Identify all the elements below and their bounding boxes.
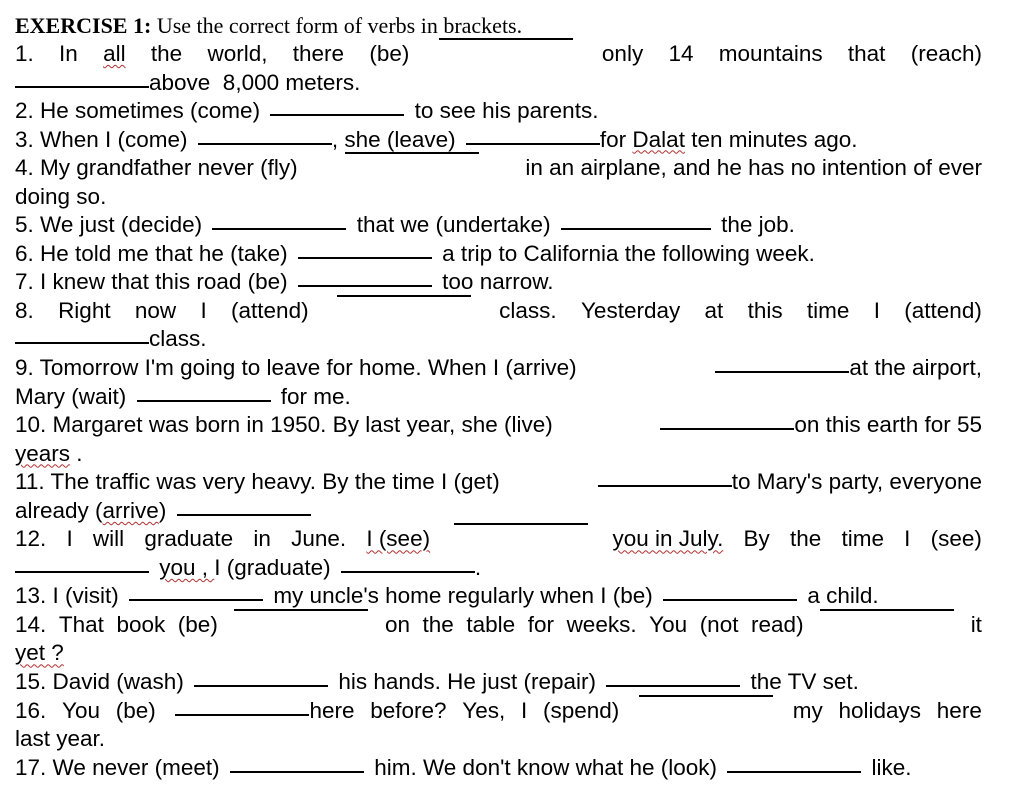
- word: That: [58, 611, 104, 637]
- item-5-line-1: [15, 211, 982, 240]
- answer-blank[interactable]: [606, 685, 740, 687]
- item-12-line-2: [15, 554, 982, 583]
- word: for: [527, 611, 554, 637]
- text-segment: 6. He told me that he (take): [15, 240, 288, 266]
- answer-blank[interactable]: [15, 571, 149, 573]
- word: there: [292, 41, 345, 66]
- word: read): [751, 611, 804, 637]
- verb-prompt: I (graduate): [214, 554, 331, 580]
- answer-blank[interactable]: [230, 771, 364, 773]
- text-segment: him. We don't know what he (look): [374, 754, 717, 780]
- text-segment: 17. We never (meet): [15, 754, 220, 780]
- item-11-line-1: [15, 468, 982, 497]
- answer-blank[interactable]: [439, 38, 573, 40]
- text-segment: last year.: [15, 726, 106, 752]
- word: graduate: [144, 526, 234, 552]
- item-number: 8.: [15, 297, 34, 323]
- text-segment: at the airport,: [849, 355, 982, 381]
- item-13-line-1: [15, 582, 982, 611]
- text-segment: too narrow.: [442, 269, 554, 295]
- word: it: [970, 611, 982, 637]
- item-number: 12.: [15, 526, 47, 552]
- answer-blank[interactable]: [15, 342, 149, 344]
- item-1-line-1: [15, 40, 982, 69]
- item-8-line-2: [15, 325, 982, 354]
- exercise-items: [15, 40, 982, 782]
- verb-prompt: (be): [177, 611, 218, 637]
- text-segment: already (: [15, 497, 103, 523]
- item-10-line-1: [15, 411, 982, 440]
- text-segment: you ,: [159, 554, 215, 580]
- text-segment: a trip to California the following week.: [442, 240, 815, 266]
- word: Yes,: [462, 697, 506, 723]
- answer-blank[interactable]: [663, 599, 797, 601]
- text-segment: Mary (wait): [15, 383, 127, 409]
- text-segment: 5. We just (decide): [15, 212, 203, 238]
- item-15-line-1: [15, 668, 982, 697]
- item-number: 14.: [15, 611, 47, 637]
- item-4-line-1: [15, 154, 982, 183]
- text-segment: on this earth for 55: [794, 412, 982, 438]
- word: I: [66, 526, 73, 552]
- verb-prompt: (reach): [910, 41, 982, 66]
- word: table: [466, 611, 516, 637]
- word: book: [116, 611, 166, 637]
- text-segment: ten minutes ago.: [684, 126, 858, 152]
- word: I: [200, 297, 207, 323]
- answer-blank[interactable]: [177, 514, 311, 516]
- text-segment: a child.: [807, 583, 879, 609]
- text-segment: ): [158, 497, 167, 523]
- answer-blank[interactable]: [341, 571, 475, 573]
- text-segment: class.: [149, 326, 207, 352]
- word: on: [384, 611, 410, 637]
- item-7-line-1: [15, 268, 982, 297]
- text-segment: above 8,000 meters.: [149, 69, 361, 95]
- item-14-line-1: [15, 611, 982, 640]
- word: only: [601, 41, 644, 66]
- text-segment: 4. My grandfather never (fly): [15, 155, 298, 181]
- answer-blank[interactable]: [194, 685, 328, 687]
- answer-blank[interactable]: [715, 371, 849, 373]
- answer-blank[interactable]: [598, 485, 732, 487]
- answer-blank[interactable]: [454, 523, 588, 525]
- answer-blank[interactable]: [298, 285, 432, 287]
- word: at: [704, 297, 724, 323]
- word: Yesterday: [580, 297, 681, 323]
- word: the: [150, 41, 183, 66]
- word: weeks.: [566, 611, 637, 637]
- word: I: [904, 526, 911, 552]
- text-segment: 2. He sometimes (come): [15, 98, 261, 124]
- answer-blank[interactable]: [639, 695, 773, 697]
- text-segment: you in July.: [612, 526, 724, 552]
- verb-prompt: I (see): [366, 526, 431, 552]
- item-16-line-1: [15, 697, 982, 726]
- word: my: [792, 697, 823, 723]
- word: the: [789, 526, 822, 552]
- word: You: [62, 697, 100, 723]
- word: Right: [58, 297, 111, 323]
- text-segment: like.: [871, 754, 912, 780]
- text-segment: .: [70, 440, 83, 466]
- verb-prompt: arrive: [102, 497, 159, 523]
- text-segment: , she (leave): [331, 126, 456, 152]
- word: here: [309, 697, 355, 723]
- verb-prompt: (be): [369, 41, 410, 66]
- answer-blank[interactable]: [234, 609, 368, 611]
- item-17-line-1: [15, 754, 982, 783]
- answer-blank[interactable]: [198, 143, 332, 145]
- text-segment: for: [599, 126, 633, 152]
- text-segment: years: [15, 440, 71, 466]
- word: (not: [699, 611, 739, 637]
- word: in: [253, 526, 271, 552]
- item-4-line-2: [15, 183, 982, 212]
- exercise-title: [15, 12, 982, 40]
- text-segment: his hands. He just (repair): [338, 669, 596, 695]
- word: I: [873, 297, 880, 323]
- answer-blank[interactable]: [212, 228, 346, 230]
- exercise-instruction: Use the correct form of verbs in brackets.: [151, 13, 523, 38]
- answer-blank[interactable]: [270, 114, 404, 116]
- item-6-line-1: [15, 240, 982, 269]
- text-segment: 13. I (visit): [15, 583, 119, 609]
- item-9-line-1: [15, 354, 982, 383]
- answer-blank[interactable]: [561, 228, 711, 230]
- word: I: [521, 697, 528, 723]
- text-segment: 10. Margaret was born in 1950. By last year, she (live): [15, 412, 553, 438]
- word: the: [422, 611, 454, 637]
- verb-prompt: (spend): [543, 697, 620, 723]
- answer-blank[interactable]: [129, 599, 263, 601]
- text-segment: in an airplane, and he has no intention of ever: [525, 155, 982, 181]
- word: By: [743, 526, 770, 552]
- answer-blank[interactable]: [337, 295, 471, 297]
- answer-blank[interactable]: [660, 428, 794, 430]
- word: will: [92, 526, 125, 552]
- word: before?: [370, 697, 447, 723]
- item-1-line-2: [15, 69, 982, 98]
- item-16-line-2: [15, 725, 982, 754]
- text-segment: 9. Tomorrow I'm going to leave for home. When I (arrive): [15, 355, 577, 381]
- item-11-line-2: [15, 497, 982, 526]
- item-3-line-1: [15, 126, 982, 155]
- word: this: [747, 297, 783, 323]
- text-segment: 15. David (wash): [15, 669, 184, 695]
- verb-prompt: (attend): [904, 297, 982, 323]
- text-segment: the job.: [721, 212, 795, 238]
- text-segment: .: [474, 554, 482, 580]
- text-segment: yet ?: [15, 640, 64, 666]
- word: world,: [207, 41, 268, 66]
- item-10-line-2: [15, 440, 982, 469]
- item-9-line-2: [15, 383, 982, 412]
- answer-blank[interactable]: [137, 400, 271, 402]
- word: all: [103, 41, 126, 66]
- answer-blank[interactable]: [727, 771, 861, 773]
- text-segment: 7. I knew that this road (be): [15, 269, 288, 295]
- answer-blank[interactable]: [466, 143, 600, 145]
- verb-prompt: (attend): [231, 297, 309, 323]
- word: June.: [291, 526, 347, 552]
- item-12-line-1: [15, 525, 982, 554]
- word: time: [806, 297, 850, 323]
- text-segment: 11. The traffic was very heavy. By the time I (get): [15, 469, 500, 495]
- word: here: [936, 697, 982, 723]
- text-segment: for me.: [280, 383, 351, 409]
- word: In: [59, 41, 78, 66]
- word: that: [847, 41, 886, 66]
- answer-blank[interactable]: [175, 714, 309, 716]
- item-number: 16.: [15, 697, 47, 723]
- verb-prompt: (be): [115, 697, 156, 723]
- text-segment: 3. When I (come): [15, 126, 188, 152]
- text-segment: to see his parents.: [414, 98, 599, 124]
- item-14-line-2: [15, 639, 982, 668]
- exercise-label: EXERCISE 1:: [15, 13, 152, 38]
- answer-blank[interactable]: [15, 86, 149, 88]
- word: now: [134, 297, 177, 323]
- text-segment: the TV set.: [750, 669, 859, 695]
- word: holidays: [838, 697, 922, 723]
- item-8-line-1: [15, 297, 982, 326]
- answer-blank[interactable]: [820, 609, 954, 611]
- item-number: 1.: [15, 41, 34, 66]
- text-segment: to Mary's party, everyone: [731, 469, 982, 495]
- answer-blank[interactable]: [345, 152, 479, 154]
- word: time: [841, 526, 884, 552]
- word: You: [649, 611, 688, 637]
- word: 14: [668, 41, 694, 66]
- text-segment: my uncle's home regularly when I (be): [273, 583, 653, 609]
- place-name: Dalat: [632, 126, 685, 152]
- item-2-line-1: [15, 97, 982, 126]
- word: mountains: [718, 41, 823, 66]
- text-segment: doing so.: [15, 183, 107, 209]
- text-segment: that we (undertake): [356, 212, 551, 238]
- answer-blank[interactable]: [298, 257, 432, 259]
- word: class.: [499, 297, 557, 323]
- verb-prompt: (see): [930, 526, 982, 552]
